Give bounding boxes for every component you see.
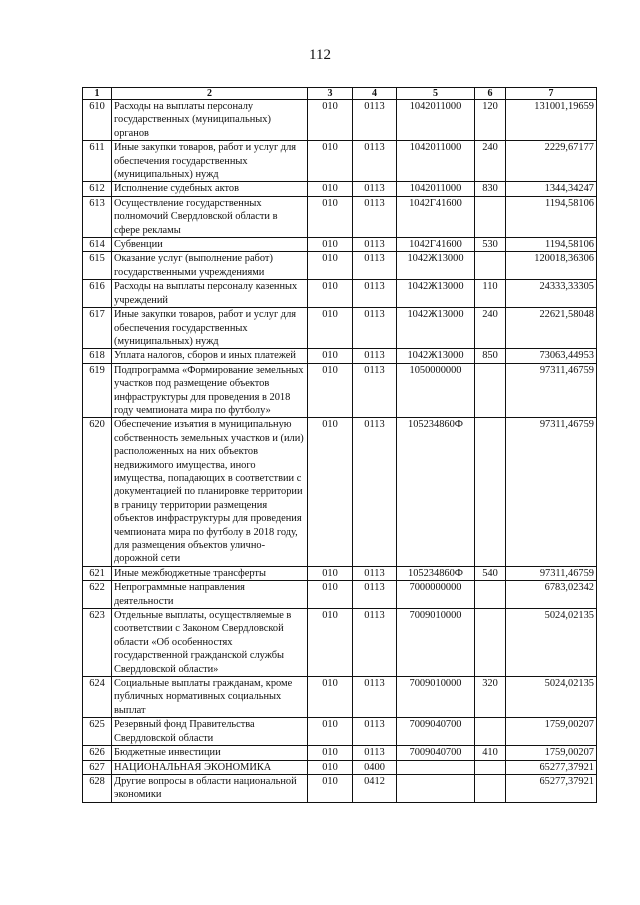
section-code-cell: 0113 <box>353 141 397 182</box>
expense-type-cell <box>475 363 506 418</box>
column-header: 4 <box>353 88 397 100</box>
amount-cell: 120018,36306 <box>506 252 597 280</box>
expense-type-cell <box>475 418 506 566</box>
expense-type-cell: 850 <box>475 349 506 363</box>
expense-type-cell: 830 <box>475 182 506 196</box>
amount-cell: 1759,00207 <box>506 718 597 746</box>
amount-cell: 22621,58048 <box>506 308 597 349</box>
section-code-cell: 0113 <box>353 566 397 580</box>
section-code-cell: 0412 <box>353 774 397 802</box>
table-row <box>83 308 597 349</box>
row-number-cell: 619 <box>83 363 112 418</box>
row-number-cell: 614 <box>83 238 112 252</box>
amount-cell: 97311,46759 <box>506 418 597 566</box>
row-number-cell: 627 <box>83 760 112 774</box>
target-article-cell <box>397 774 475 802</box>
amount-cell: 6783,02342 <box>506 581 597 609</box>
table-row <box>83 363 597 418</box>
amount-cell: 65277,37921 <box>506 774 597 802</box>
table-row <box>83 609 597 677</box>
table-row <box>83 141 597 182</box>
table-row <box>83 280 597 308</box>
row-number-cell: 623 <box>83 609 112 677</box>
amount-cell: 65277,37921 <box>506 760 597 774</box>
expense-type-cell <box>475 760 506 774</box>
column-header: 6 <box>475 88 506 100</box>
target-article-cell <box>397 760 475 774</box>
department-code-cell: 010 <box>308 581 353 609</box>
row-name-cell: Резервный фонд Правительства Свердловской области <box>112 718 308 746</box>
expense-type-cell <box>475 581 506 609</box>
target-article-cell: 1042011000 <box>397 141 475 182</box>
amount-cell: 97311,46759 <box>506 566 597 580</box>
row-number-cell: 622 <box>83 581 112 609</box>
section-code-cell: 0113 <box>353 100 397 141</box>
table-body <box>83 100 597 803</box>
row-number-cell: 611 <box>83 141 112 182</box>
row-number-cell: 610 <box>83 100 112 141</box>
row-number-cell: 620 <box>83 418 112 566</box>
row-number-cell: 624 <box>83 677 112 718</box>
expense-type-cell: 240 <box>475 308 506 349</box>
expense-type-cell: 110 <box>475 280 506 308</box>
table-row <box>83 566 597 580</box>
row-number-cell: 618 <box>83 349 112 363</box>
row-name-cell: Обеспечение изъятия в муниципальную собственность земельных участков и (или) расположенных на них объектов недвижимого имущества, иного имущества, попадающих в соответствии с документацией по планировке территории в границу территории размещения объектов инфраструктуры для проведения чемпионата мира по футболу в 2018 году, для размещения объектов улично-дорожной сети <box>112 418 308 566</box>
row-number-cell: 617 <box>83 308 112 349</box>
target-article-cell: 1042Ж13000 <box>397 252 475 280</box>
department-code-cell: 010 <box>308 363 353 418</box>
row-name-cell: Уплата налогов, сборов и иных платежей <box>112 349 308 363</box>
expense-type-cell: 540 <box>475 566 506 580</box>
row-number-cell: 626 <box>83 746 112 760</box>
target-article-cell: 7000000000 <box>397 581 475 609</box>
target-article-cell: 105234860Ф <box>397 418 475 566</box>
amount-cell: 1344,34247 <box>506 182 597 196</box>
amount-cell: 5024,02135 <box>506 609 597 677</box>
table-row <box>83 746 597 760</box>
section-code-cell: 0400 <box>353 760 397 774</box>
row-name-cell: Социальные выплаты гражданам, кроме публичных нормативных социальных выплат <box>112 677 308 718</box>
target-article-cell: 1042Ж13000 <box>397 349 475 363</box>
row-name-cell: Другие вопросы в области национальной экономики <box>112 774 308 802</box>
amount-cell: 2229,67177 <box>506 141 597 182</box>
target-article-cell: 1042Ж13000 <box>397 280 475 308</box>
department-code-cell: 010 <box>308 100 353 141</box>
department-code-cell: 010 <box>308 252 353 280</box>
expense-type-cell: 530 <box>475 238 506 252</box>
row-name-cell: Отдельные выплаты, осуществляемые в соответствии с Законом Свердловской области «Об особенностях государственной гражданской службы Свердловской области» <box>112 609 308 677</box>
table-row <box>83 238 597 252</box>
target-article-cell: 1042011000 <box>397 182 475 196</box>
department-code-cell: 010 <box>308 677 353 718</box>
table-row <box>83 252 597 280</box>
expense-type-cell: 320 <box>475 677 506 718</box>
row-number-cell: 621 <box>83 566 112 580</box>
section-code-cell: 0113 <box>353 196 397 237</box>
department-code-cell: 010 <box>308 746 353 760</box>
row-name-cell: Непрограммные направления деятельности <box>112 581 308 609</box>
amount-cell: 24333,33305 <box>506 280 597 308</box>
amount-cell: 1194,58106 <box>506 196 597 237</box>
section-code-cell: 0113 <box>353 280 397 308</box>
department-code-cell: 010 <box>308 566 353 580</box>
amount-cell: 1194,58106 <box>506 238 597 252</box>
table-row <box>83 196 597 237</box>
department-code-cell: 010 <box>308 141 353 182</box>
amount-cell: 97311,46759 <box>506 363 597 418</box>
section-code-cell: 0113 <box>353 718 397 746</box>
row-number-cell: 615 <box>83 252 112 280</box>
section-code-cell: 0113 <box>353 581 397 609</box>
target-article-cell: 7009010000 <box>397 609 475 677</box>
row-name-cell: Подпрограмма «Формирование земельных участков под размещение объектов инфраструктуры для проведения в 2018 году чемпионата мира по футболу» <box>112 363 308 418</box>
table-row <box>83 349 597 363</box>
column-header: 2 <box>112 88 308 100</box>
table-row <box>83 760 597 774</box>
table-row <box>83 100 597 141</box>
row-name-cell: Оказание услуг (выполнение работ) государственными учреждениями <box>112 252 308 280</box>
department-code-cell: 010 <box>308 418 353 566</box>
section-code-cell: 0113 <box>353 609 397 677</box>
row-number-cell: 628 <box>83 774 112 802</box>
target-article-cell: 105234860Ф <box>397 566 475 580</box>
row-number-cell: 612 <box>83 182 112 196</box>
target-article-cell: 1042Г41600 <box>397 196 475 237</box>
expense-type-cell <box>475 252 506 280</box>
section-code-cell: 0113 <box>353 746 397 760</box>
row-name-cell: Бюджетные инвестиции <box>112 746 308 760</box>
amount-cell: 131001,19659 <box>506 100 597 141</box>
department-code-cell: 010 <box>308 280 353 308</box>
row-name-cell: НАЦИОНАЛЬНАЯ ЭКОНОМИКА <box>112 760 308 774</box>
section-code-cell: 0113 <box>353 252 397 280</box>
table-row <box>83 677 597 718</box>
target-article-cell: 1050000000 <box>397 363 475 418</box>
section-code-cell: 0113 <box>353 238 397 252</box>
amount-cell: 1759,00207 <box>506 746 597 760</box>
table-row <box>83 581 597 609</box>
section-code-cell: 0113 <box>353 677 397 718</box>
column-header: 3 <box>308 88 353 100</box>
target-article-cell: 1042011000 <box>397 100 475 141</box>
expense-type-cell <box>475 609 506 677</box>
table-header-row <box>83 88 597 100</box>
target-article-cell: 7009010000 <box>397 677 475 718</box>
department-code-cell: 010 <box>308 609 353 677</box>
section-code-cell: 0113 <box>353 349 397 363</box>
department-code-cell: 010 <box>308 238 353 252</box>
department-code-cell: 010 <box>308 718 353 746</box>
row-name-cell: Иные межбюджетные трансферты <box>112 566 308 580</box>
target-article-cell: 7009040700 <box>397 718 475 746</box>
row-name-cell: Субвенции <box>112 238 308 252</box>
department-code-cell: 010 <box>308 182 353 196</box>
column-header: 5 <box>397 88 475 100</box>
section-code-cell: 0113 <box>353 182 397 196</box>
row-number-cell: 625 <box>83 718 112 746</box>
amount-cell: 73063,44953 <box>506 349 597 363</box>
expense-type-cell: 240 <box>475 141 506 182</box>
department-code-cell: 010 <box>308 774 353 802</box>
column-header: 7 <box>506 88 597 100</box>
page-number: 112 <box>309 47 331 63</box>
department-code-cell: 010 <box>308 760 353 774</box>
row-name-cell: Осуществление государственных полномочий Свердловской области в сфере рекламы <box>112 196 308 237</box>
table-row <box>83 182 597 196</box>
department-code-cell: 010 <box>308 196 353 237</box>
department-code-cell: 010 <box>308 308 353 349</box>
expense-type-cell <box>475 718 506 746</box>
expense-type-cell: 410 <box>475 746 506 760</box>
section-code-cell: 0113 <box>353 308 397 349</box>
department-code-cell: 010 <box>308 349 353 363</box>
row-name-cell: Расходы на выплаты персоналу государственных (муниципальных) органов <box>112 100 308 141</box>
budget-table <box>82 87 597 803</box>
target-article-cell: 1042Г41600 <box>397 238 475 252</box>
amount-cell: 5024,02135 <box>506 677 597 718</box>
column-header: 1 <box>83 88 112 100</box>
section-code-cell: 0113 <box>353 418 397 566</box>
expense-type-cell: 120 <box>475 100 506 141</box>
table-row <box>83 774 597 802</box>
row-name-cell: Исполнение судебных актов <box>112 182 308 196</box>
row-number-cell: 613 <box>83 196 112 237</box>
row-name-cell: Иные закупки товаров, работ и услуг для обеспечения государственных (муниципальных) нужд <box>112 308 308 349</box>
target-article-cell: 7009040700 <box>397 746 475 760</box>
target-article-cell: 1042Ж13000 <box>397 308 475 349</box>
table-row <box>83 418 597 566</box>
row-name-cell: Иные закупки товаров, работ и услуг для обеспечения государственных (муниципальных) нужд <box>112 141 308 182</box>
row-number-cell: 616 <box>83 280 112 308</box>
expense-type-cell <box>475 774 506 802</box>
row-name-cell: Расходы на выплаты персоналу казенных учреждений <box>112 280 308 308</box>
section-code-cell: 0113 <box>353 363 397 418</box>
table-row <box>83 718 597 746</box>
expense-type-cell <box>475 196 506 237</box>
